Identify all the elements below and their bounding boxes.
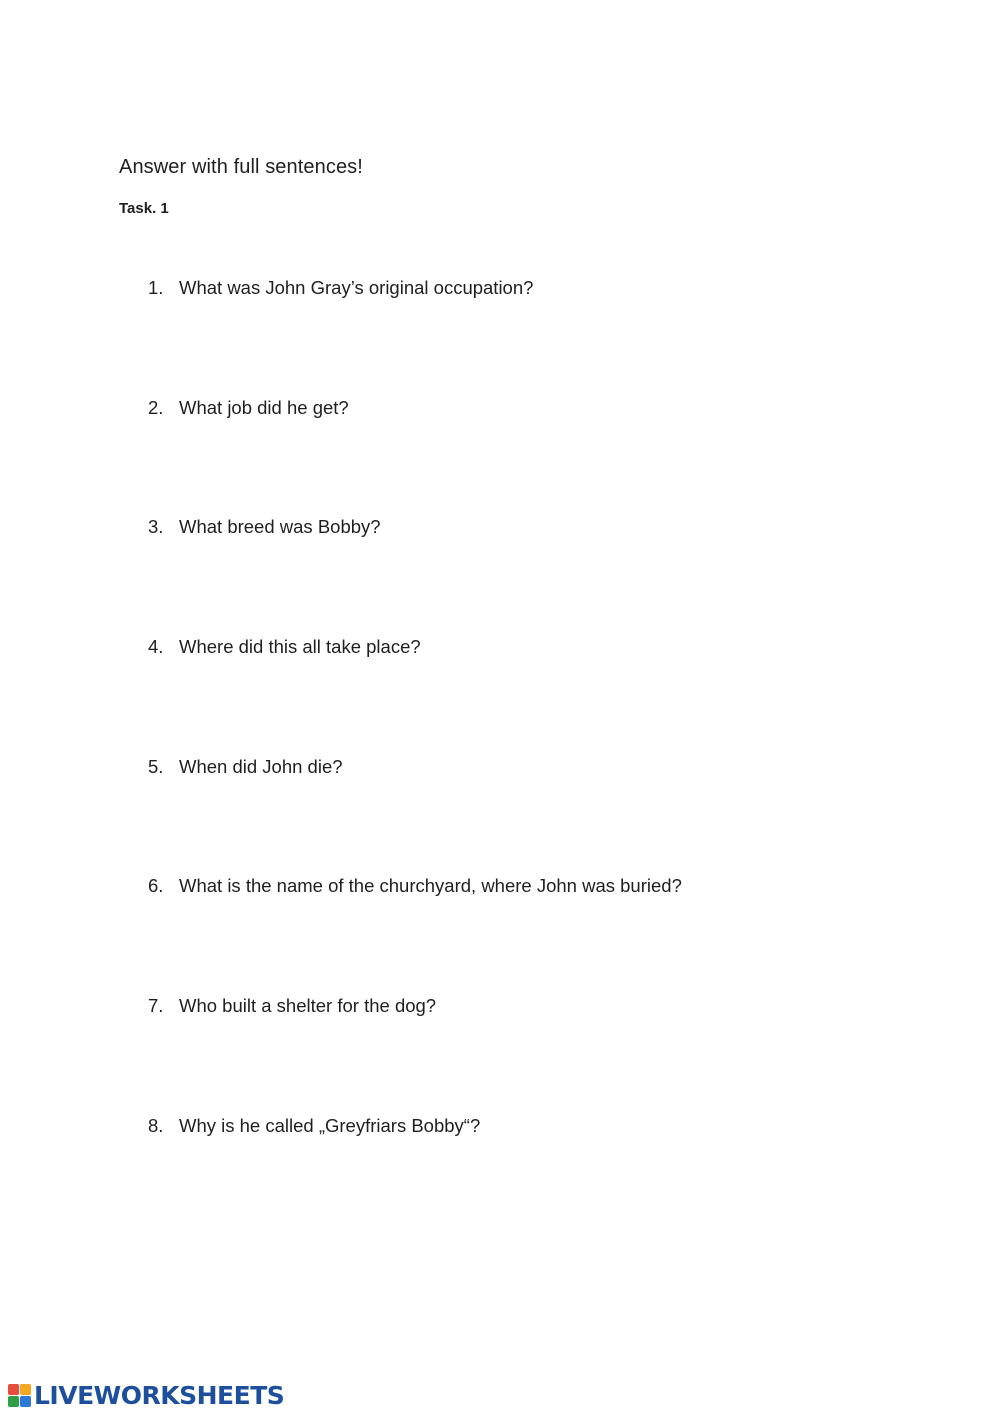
question-item (148, 397, 349, 419)
question-item (148, 875, 682, 897)
question-number: 1. (148, 277, 164, 298)
question-text: What job did he get? (179, 397, 349, 418)
question-item (148, 277, 533, 299)
logo-blocks-icon (8, 1384, 31, 1407)
question-item (148, 516, 381, 538)
logo-block (20, 1396, 31, 1407)
question-item (148, 636, 421, 658)
question-number: 3. (148, 516, 164, 537)
logo-block (8, 1384, 19, 1395)
question-text: Who built a shelter for the dog? (179, 995, 437, 1016)
question-number: 4. (148, 636, 164, 657)
logo-block (8, 1396, 19, 1407)
question-number: 6. (148, 875, 164, 896)
question-item (148, 756, 343, 778)
question-number: 7. (148, 995, 164, 1016)
liveworksheets-logo[interactable] (8, 1381, 284, 1409)
question-text: What breed was Bobby? (179, 516, 381, 537)
question-number: 2. (148, 397, 164, 418)
question-item (148, 995, 436, 1017)
question-number: 5. (148, 756, 164, 777)
question-text: Where did this all take place? (179, 636, 421, 657)
question-item (148, 1115, 480, 1137)
question-text: What is the name of the churchyard, where John was buried? (179, 875, 682, 896)
logo-block (20, 1384, 31, 1395)
logo-text: LIVEWORKSHEETS (34, 1380, 285, 1410)
question-text: When did John die? (179, 756, 343, 777)
question-text: What was John Gray’s original occupation? (179, 277, 534, 298)
task-label: Task. 1 (119, 200, 169, 217)
instruction-text: Answer with full sentences! (119, 156, 363, 178)
question-text: Why is he called „Greyfriars Bobby“? (179, 1115, 481, 1136)
question-number: 8. (148, 1115, 164, 1136)
